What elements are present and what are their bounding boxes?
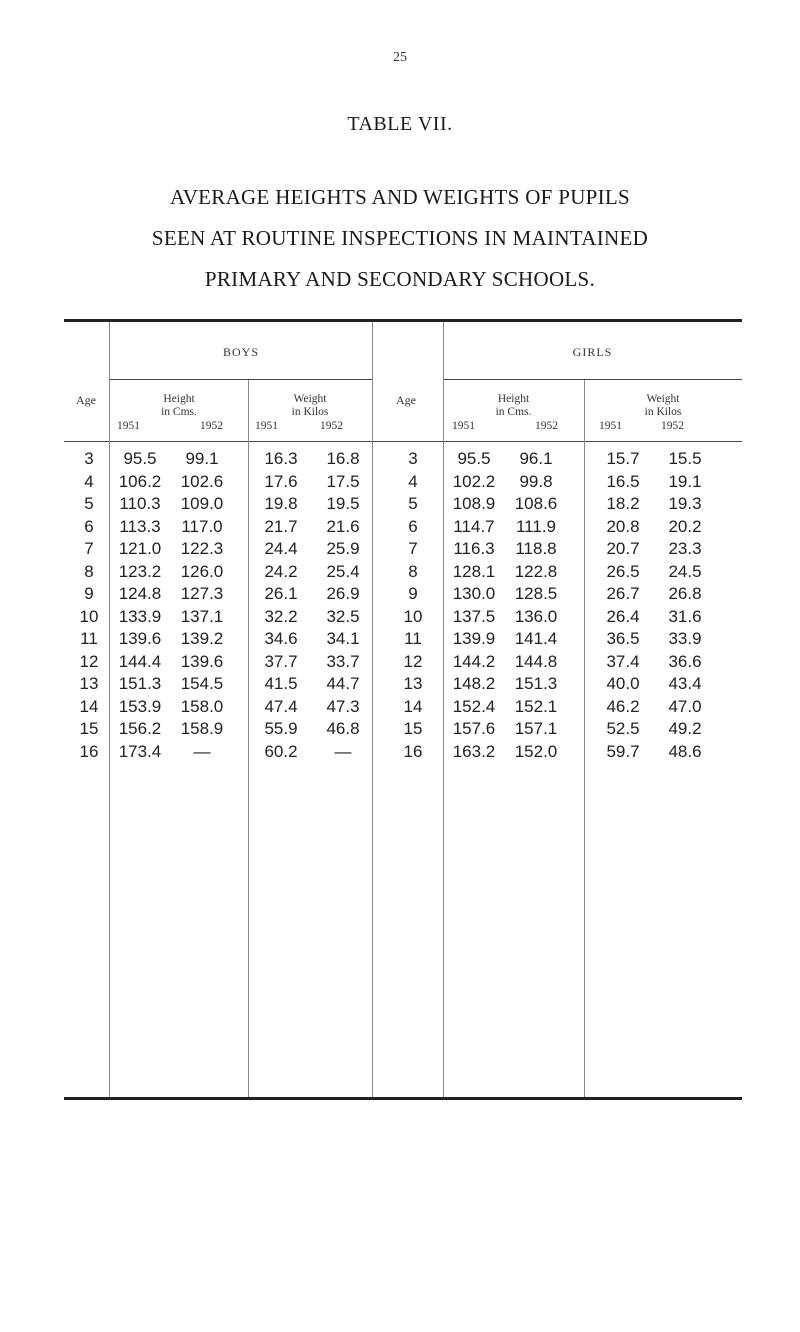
table-row	[0, 448, 800, 470]
girls-weight-1952-cell: 19.1	[668, 471, 702, 491]
table-row	[0, 493, 800, 515]
age-cell: 10	[403, 606, 423, 626]
age-cell: 12	[79, 651, 99, 671]
age-cell: 9	[84, 584, 94, 603]
boys-weight-1951-cell: 24.4	[264, 539, 298, 558]
girls-header: GIRLS	[572, 345, 613, 359]
girls-height-1951-cell: 137.5	[452, 606, 496, 626]
heading-line: AVERAGE HEIGHTS AND WEIGHTS OF PUPILS	[169, 185, 631, 209]
girls-height-1951-cell: 157.6	[452, 719, 496, 738]
boys-height-1951-cell: 156.2	[118, 719, 162, 738]
girls-weight-1951-cell: 18.2	[606, 494, 640, 513]
boys-height-1952-cell: 109.0	[180, 494, 224, 513]
boys-height-1952-cell: 126.0	[180, 561, 224, 581]
age-cell: 4	[408, 471, 418, 491]
boys-height-1951-cell: 121.0	[118, 539, 162, 558]
table-row	[0, 628, 800, 650]
boys-section-rule	[110, 379, 372, 380]
boys-height-1952-cell: 102.6	[180, 471, 224, 491]
age-cell: 10	[79, 606, 99, 626]
girls-height-1952-cell: 151.3	[514, 674, 558, 693]
girls-weight-1952-cell: 49.2	[668, 719, 702, 738]
boys-weight-1951-cell: 32.2	[264, 606, 298, 626]
boys-weight-1952-cell: 44.7	[326, 674, 360, 693]
table-row	[0, 538, 800, 560]
girls-height-1951-cell: 144.2	[452, 651, 496, 671]
boys-header: BOYS	[222, 345, 259, 359]
boys-weight-1952-cell: 17.5	[326, 471, 360, 491]
boys-height-1952-cell: 127.3	[180, 584, 224, 603]
girls-weight-1951-cell: 46.2	[606, 696, 640, 716]
boys-height-header	[110, 393, 248, 419]
girls-weight-1951-cell: 15.7	[606, 449, 640, 468]
year-label: 1952	[320, 420, 343, 432]
boys-height-1952-cell: 117.0	[181, 516, 223, 536]
girls-height-1951-cell: 108.9	[452, 494, 496, 513]
table-row	[0, 696, 800, 718]
girls-weight-1951-cell: 59.7	[606, 741, 640, 761]
girls-height-1952-cell: 122.8	[514, 561, 558, 581]
girls-weight-1952-cell: 19.3	[668, 494, 702, 513]
girls-height-1952-cell: 96.1	[519, 449, 553, 468]
girls-weight-1951-cell: 40.0	[606, 674, 640, 693]
girls-height-1951-cell: 114.7	[453, 516, 495, 536]
girls-weight-1952-cell: 24.5	[668, 561, 702, 581]
girls-height-1952-cell: 136.0	[514, 606, 558, 626]
boys-weight-header	[248, 393, 372, 419]
girls-section-rule	[443, 379, 742, 380]
table-row	[0, 673, 800, 695]
boys-weight-1952-cell: 47.3	[326, 696, 360, 716]
table-row	[0, 651, 800, 673]
girls-weight-1952-cell: 31.6	[668, 606, 702, 626]
header-line: in Kilos	[291, 406, 329, 418]
girls-weight-1952-cell: 33.9	[668, 629, 702, 648]
boys-height-1951-cell: 139.6	[118, 629, 162, 648]
boys-height-1951-cell: 123.2	[118, 561, 162, 581]
age-cell: 8	[84, 561, 94, 581]
boys-weight-1951-cell: 34.6	[264, 629, 298, 648]
girls-weight-1951-cell: 36.5	[606, 629, 640, 648]
age-cell: 11	[80, 629, 98, 648]
age-cell: 16	[79, 741, 99, 761]
table-row	[0, 561, 800, 583]
age-cell: 4	[84, 471, 94, 491]
girls-height-1951-cell: 102.2	[452, 471, 496, 491]
age-cell: 5	[408, 494, 418, 513]
heading-line: SEEN AT ROUTINE INSPECTIONS IN MAINTAINED	[151, 226, 649, 250]
age-cell: 13	[403, 674, 423, 693]
girls-weight-1951-cell: 20.7	[606, 539, 640, 558]
girls-weight-1951-cell: 16.5	[606, 471, 640, 491]
girls-weight-1952-cell: 47.0	[668, 696, 702, 716]
age-header-boys: Age	[76, 393, 96, 407]
boys-height-1952-cell: 122.3	[180, 539, 224, 558]
boys-weight-1951-cell: 47.4	[264, 696, 298, 716]
table-heading	[0, 177, 800, 300]
page-number: 25	[393, 50, 407, 65]
year-label: 1952	[661, 420, 684, 432]
girls-weight-header	[584, 393, 742, 419]
table-row	[0, 718, 800, 740]
girls-height-1951-cell: 163.2	[452, 741, 496, 761]
age-cell: 5	[84, 494, 94, 513]
boys-height-1952-cell: 139.6	[180, 651, 224, 671]
boys-height-1952-cell: 139.2	[180, 629, 224, 648]
boys-height-1952-cell: 154.5	[180, 674, 224, 693]
year-label: 1952	[535, 420, 558, 432]
boys-weight-1952-cell: 46.8	[326, 719, 360, 738]
boys-weight-1952-cell: 19.5	[326, 494, 360, 513]
boys-weight-1952-cell: 21.6	[326, 516, 360, 536]
girls-height-1952-cell: 141.4	[514, 629, 558, 648]
year-label: 1951	[452, 420, 475, 432]
girls-height-1951-cell: 130.0	[452, 584, 496, 603]
table-bottom-rule	[64, 1097, 742, 1100]
boys-weight-1952-cell: 33.7	[326, 651, 360, 671]
age-cell: 9	[408, 584, 418, 603]
girls-height-1951-cell: 148.2	[452, 674, 496, 693]
boys-weight-1952-cell: —	[334, 741, 352, 761]
boys-height-1951-cell: 173.4	[118, 741, 162, 761]
year-label: 1951	[255, 420, 278, 432]
girls-height-1951-cell: 116.3	[453, 539, 495, 558]
boys-weight-1951-cell: 26.1	[264, 584, 298, 603]
year-label: 1952	[200, 420, 223, 432]
year-label: 1951	[599, 420, 622, 432]
age-cell: 3	[408, 449, 418, 468]
age-cell: 16	[403, 741, 423, 761]
girls-weight-1951-cell: 52.5	[606, 719, 640, 738]
age-cell: 6	[408, 516, 418, 536]
boys-height-1952-cell: —	[193, 741, 211, 761]
age-cell: 7	[408, 539, 418, 558]
age-cell: 15	[403, 719, 423, 738]
table-row	[0, 583, 800, 605]
table-row	[0, 741, 800, 763]
age-cell: 15	[79, 719, 99, 738]
age-cell: 7	[84, 539, 94, 558]
header-line: in Cms.	[161, 406, 197, 418]
boys-height-1952-cell: 158.9	[180, 719, 224, 738]
boys-weight-1952-cell: 32.5	[326, 606, 360, 626]
girls-height-1951-cell: 139.9	[452, 629, 496, 648]
age-cell: 11	[404, 629, 422, 648]
boys-weight-1951-cell: 19.8	[264, 494, 298, 513]
header-line: Height	[163, 393, 195, 405]
header-line: Weight	[646, 393, 680, 405]
boys-weight-1952-cell: 25.9	[326, 539, 360, 558]
age-cell: 14	[79, 696, 99, 716]
girls-weight-1952-cell: 48.6	[668, 741, 702, 761]
heading-line: PRIMARY AND SECONDARY SCHOOLS.	[204, 267, 596, 291]
age-cell: 6	[84, 516, 94, 536]
boys-weight-1952-cell: 34.1	[326, 629, 360, 648]
boys-weight-1951-cell: 21.7	[264, 516, 298, 536]
boys-height-1951-cell: 153.9	[118, 696, 162, 716]
girls-height-1952-cell: 118.8	[515, 539, 557, 558]
girls-weight-1951-cell: 20.8	[606, 516, 640, 536]
girls-weight-1951-cell: 26.4	[606, 606, 640, 626]
girls-height-header	[443, 393, 584, 419]
girls-height-1951-cell: 152.4	[452, 696, 496, 716]
header-bottom-rule	[64, 441, 742, 442]
age-cell: 8	[408, 561, 418, 581]
girls-height-1952-cell: 108.6	[514, 494, 558, 513]
table-title: TABLE VII.	[347, 113, 453, 135]
age-cell: 3	[84, 449, 94, 468]
header-line: in Cms.	[495, 406, 532, 418]
age-cell: 12	[403, 651, 423, 671]
girls-height-1952-cell: 111.9	[515, 516, 557, 536]
header-line: in Kilos	[644, 406, 682, 418]
boys-weight-1951-cell: 37.7	[264, 651, 298, 671]
boys-weight-1951-cell: 41.5	[264, 674, 298, 693]
boys-height-1951-cell: 113.3	[119, 516, 161, 536]
table-top-rule	[64, 319, 742, 322]
boys-height-1951-cell: 106.2	[118, 471, 162, 491]
girls-weight-1952-cell: 20.2	[668, 516, 702, 536]
year-label: 1951	[117, 420, 140, 432]
boys-height-1951-cell: 95.5	[123, 449, 157, 468]
girls-weight-1951-cell: 26.7	[606, 584, 640, 603]
girls-height-1951-cell: 95.5	[457, 449, 491, 468]
girls-height-1951-cell: 128.1	[452, 561, 496, 581]
girls-weight-1952-cell: 15.5	[668, 449, 702, 468]
boys-height-1951-cell: 110.3	[119, 494, 161, 513]
boys-height-1952-cell: 137.1	[180, 606, 224, 626]
boys-height-1951-cell: 124.8	[118, 584, 162, 603]
boys-height-1951-cell: 144.4	[118, 651, 162, 671]
boys-weight-1951-cell: 16.3	[264, 449, 298, 468]
girls-height-1952-cell: 128.5	[514, 584, 558, 603]
table-row	[0, 606, 800, 628]
boys-height-1951-cell: 151.3	[118, 674, 162, 693]
boys-weight-1951-cell: 55.9	[264, 719, 298, 738]
boys-weight-1952-cell: 26.9	[326, 584, 360, 603]
girls-height-1952-cell: 152.1	[514, 696, 558, 716]
table-row	[0, 471, 800, 493]
girls-weight-1952-cell: 26.8	[668, 584, 702, 603]
age-cell: 14	[403, 696, 423, 716]
boys-weight-1951-cell: 17.6	[264, 471, 298, 491]
boys-weight-1952-cell: 25.4	[326, 561, 360, 581]
girls-height-1952-cell: 157.1	[514, 719, 558, 738]
boys-height-1952-cell: 99.1	[185, 449, 219, 468]
boys-weight-1951-cell: 24.2	[264, 561, 298, 581]
girls-weight-1952-cell: 36.6	[668, 651, 702, 671]
girls-height-1952-cell: 144.8	[514, 651, 558, 671]
table-row	[0, 516, 800, 538]
header-line: Weight	[293, 393, 327, 405]
girls-weight-1951-cell: 26.5	[606, 561, 640, 581]
boys-weight-1952-cell: 16.8	[326, 449, 360, 468]
age-header-girls: Age	[396, 393, 416, 407]
age-cell: 13	[79, 674, 99, 693]
girls-height-1952-cell: 99.8	[519, 471, 553, 491]
boys-weight-1951-cell: 60.2	[264, 741, 298, 761]
girls-weight-1952-cell: 43.4	[668, 674, 702, 693]
boys-height-1951-cell: 133.9	[118, 606, 162, 626]
boys-height-1952-cell: 158.0	[180, 696, 224, 716]
girls-height-1952-cell: 152.0	[514, 741, 558, 761]
girls-weight-1952-cell: 23.3	[668, 539, 702, 558]
girls-weight-1951-cell: 37.4	[606, 651, 640, 671]
header-line: Height	[497, 393, 530, 405]
